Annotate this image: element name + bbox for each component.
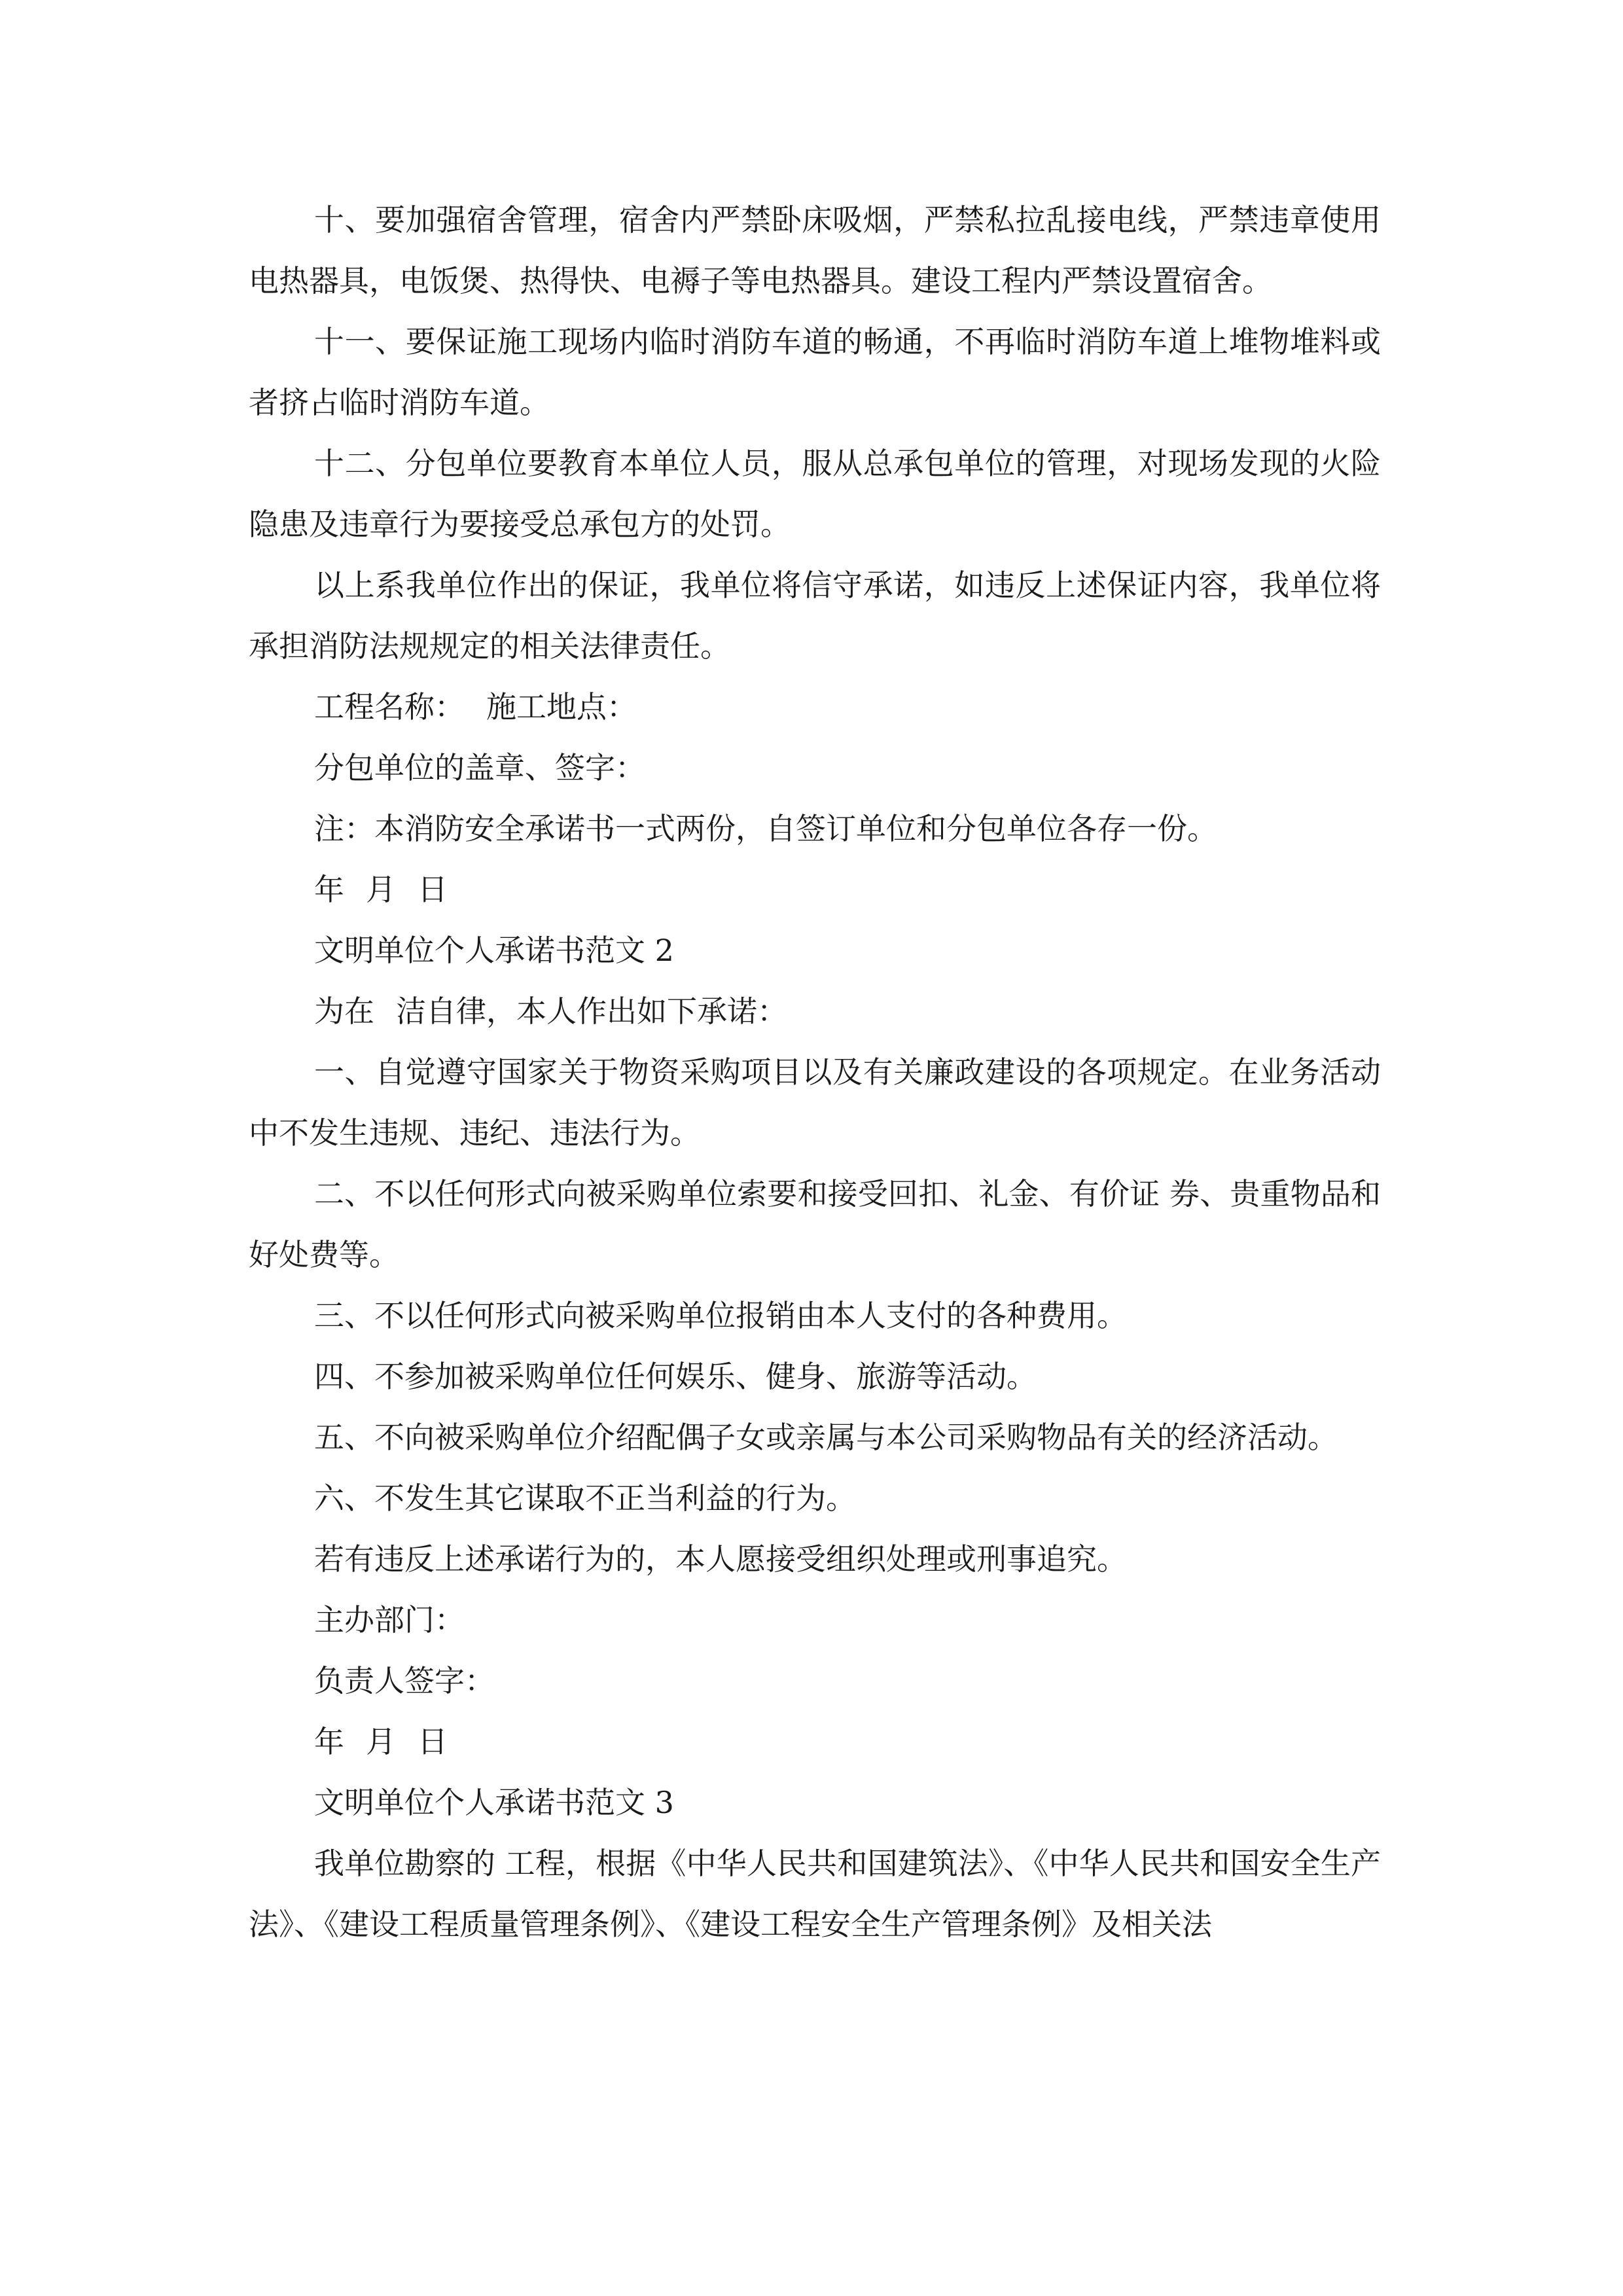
section-heading-3: 文明单位个人承诺书范文 3: [314, 1785, 674, 1820]
paragraph-date-2: 年 月 日: [314, 1724, 448, 1759]
paragraph-guarantee-statement: 以上系我单位作出的保证，我单位将信守承诺，如违反上述保证内容，我单位将承担消防法规规定的相关法律责任。: [249, 567, 1381, 664]
paragraph-item-1: 一、自觉遵守国家关于物资采购项目以及有关廉政建设的各项规定。在业务活动中不发生违规、违纪、违法行为。: [249, 1054, 1381, 1151]
paragraph-date-1: 年 月 日: [314, 872, 448, 907]
section-heading-2: 文明单位个人承诺书范文 2: [314, 933, 674, 968]
paragraph-project-name-location: 工程名称： 施工地点：: [314, 689, 637, 725]
paragraph-survey-project: 我单位勘察的 工程，根据《中华人民共和国建筑法》、《中华人民共和国安全生产法》、《建设工程质量管理条例》、《建设工程安全生产管理条例》及相关法: [249, 1846, 1381, 1942]
paragraph-responsible-signature: 负责人签字：: [314, 1663, 495, 1698]
paragraph-item-2: 二、不以任何形式向被采购单位索要和接受回扣、礼金、有价证 券、贵重物品和好处费等。: [249, 1176, 1381, 1272]
paragraph-dormitory-management: 十、要加强宿舍管理，宿舍内严禁卧床吸烟，严禁私拉乱接电线，严禁违章使用电热器具，电饭煲、热得快、电褥子等电热器具。建设工程内严禁设置宿舍。: [249, 202, 1381, 298]
paragraph-item-4: 四、不参加被采购单位任何娱乐、健身、旅游等活动。: [314, 1359, 1037, 1394]
paragraph-item-5: 五、不向被采购单位介绍配偶子女或亲属与本公司采购物品有关的经济活动。: [314, 1420, 1338, 1455]
paragraph-item-6: 六、不发生其它谋取不正当利益的行为。: [314, 1480, 856, 1516]
paragraph-subcontractor-education: 十二、分包单位要教育本单位人员，服从总承包单位的管理，对现场发现的火险隐患及违章行为要接受总承包方的处罚。: [249, 446, 1381, 542]
paragraph-subcontractor-seal: 分包单位的盖章、签字：: [314, 750, 645, 785]
paragraph-violation-consequence: 若有违反上述承诺行为的，本人愿接受组织处理或刑事追究。: [314, 1541, 1127, 1577]
paragraph-fire-lane: 十一、要保证施工现场内临时消防车道的畅通，不再临时消防车道上堆物堆料或者挤占临时消防车道。: [249, 324, 1381, 420]
paragraph-commitment-intro: 为在 洁自律，本人作出如下承诺：: [314, 994, 788, 1029]
paragraph-host-department: 主办部门：: [314, 1602, 465, 1638]
paragraph-item-3: 三、不以任何形式向被采购单位报销由本人支付的各种费用。: [314, 1298, 1127, 1333]
paragraph-note-copies: 注：本消防安全承诺书一式两份，自签订单位和分包单位各存一份。: [314, 811, 1217, 846]
document-body: [249, 190, 1381, 1955]
